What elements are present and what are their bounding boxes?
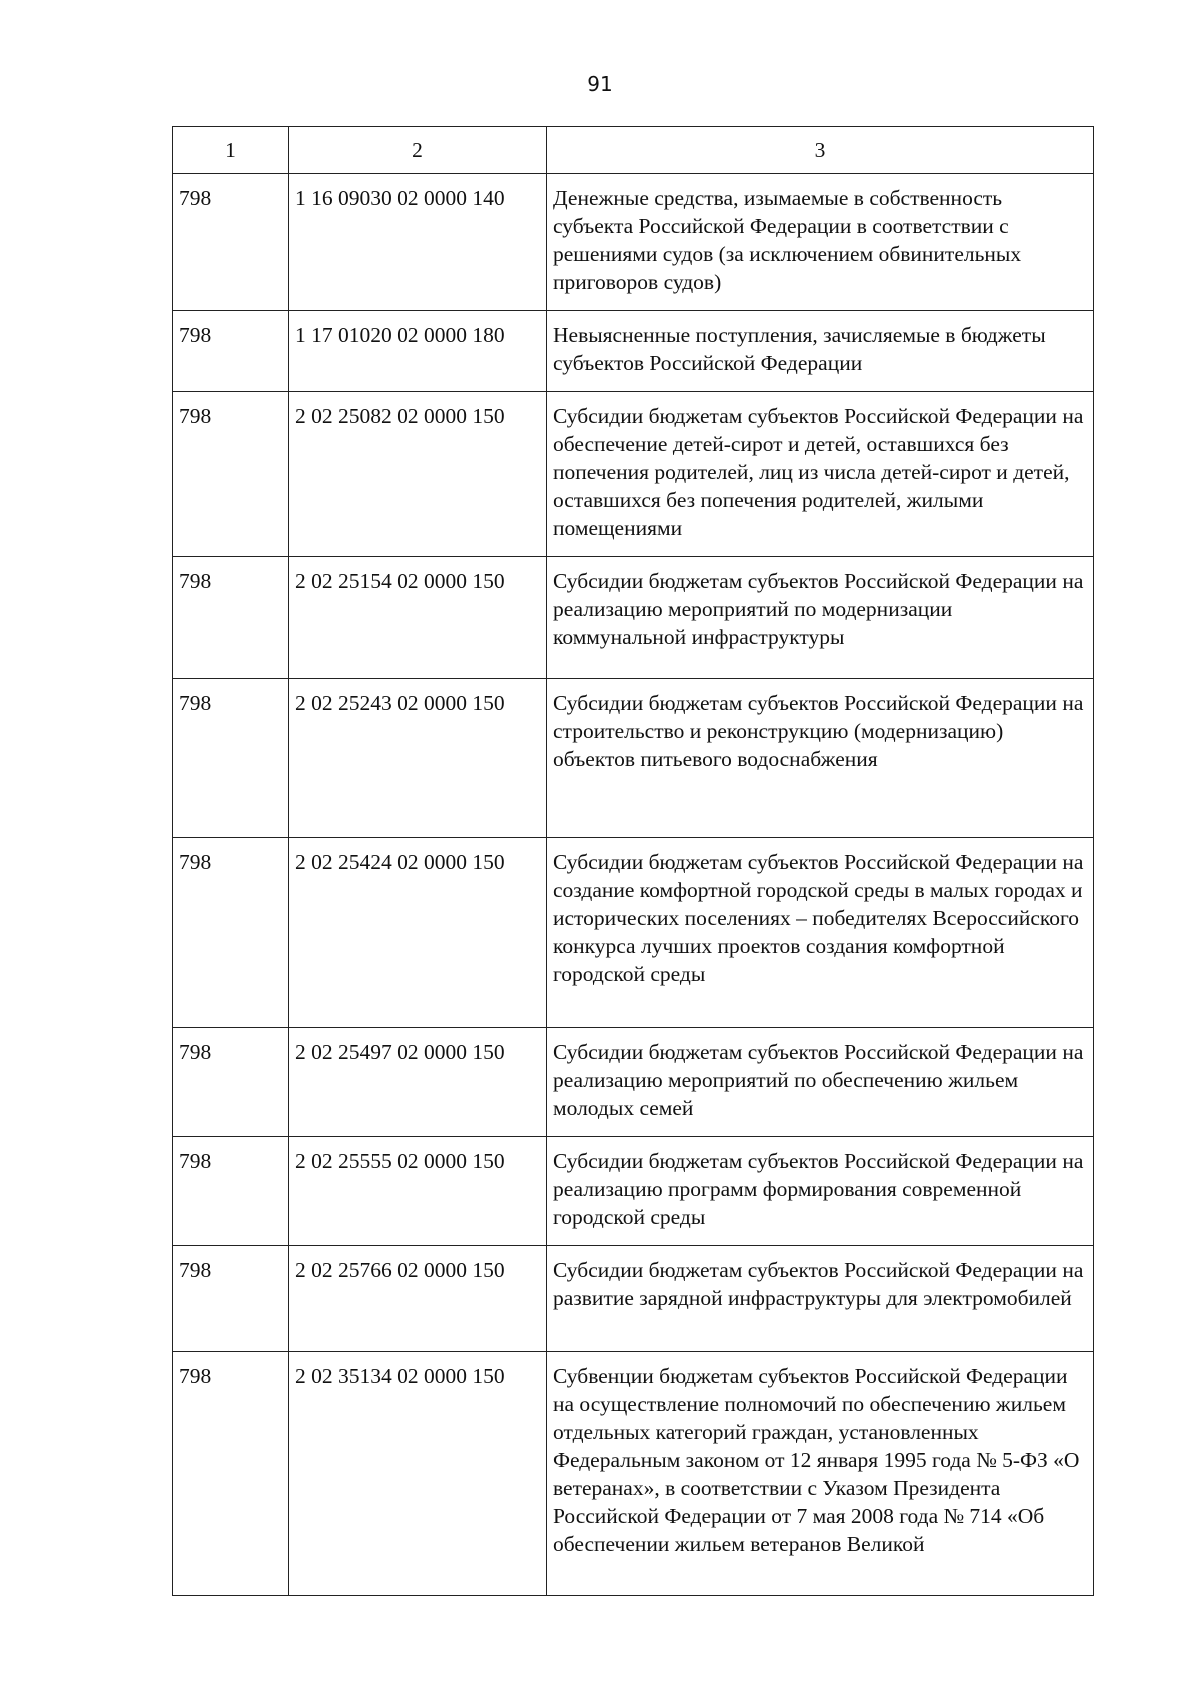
table-row bbox=[173, 838, 1094, 1028]
budget-code-cell: 1 16 09030 02 0000 140 bbox=[289, 174, 547, 311]
revenue-codes-table bbox=[172, 126, 1094, 1596]
budget-code-cell: 2 02 25424 02 0000 150 bbox=[289, 838, 547, 1028]
table-row bbox=[173, 1352, 1094, 1596]
revenue-name-cell: Субсидии бюджетам субъектов Российской Федерации на обеспечение детей-сирот и детей, оставшихся без попечения родителей, лиц из числа детей-сирот и детей, оставшихся без попечения родителей, жилыми помещениями bbox=[547, 392, 1094, 557]
budget-code-cell: 2 02 25555 02 0000 150 bbox=[289, 1137, 547, 1246]
table-row bbox=[173, 557, 1094, 679]
revenue-name-cell: Невыясненные поступления, зачисляемые в бюджеты субъектов Российской Федерации bbox=[547, 311, 1094, 392]
table-row bbox=[173, 1137, 1094, 1246]
admin-code-cell: 798 bbox=[173, 1246, 289, 1352]
revenue-name-cell: Денежные средства, изымаемые в собственность субъекта Российской Федерации в соответствии с решениями судов (за исключением обвинительных приговоров судов) bbox=[547, 174, 1094, 311]
column-header: 1 bbox=[173, 127, 289, 174]
revenue-name-cell: Субвенции бюджетам субъектов Российской Федерации на осуществление полномочий по обеспечению жильем отдельных категорий граждан, установленных Федеральным законом от 12 января 1995 года № 5-ФЗ «О ветеранах», в соответствии с Указом Президента Российской Федерации от 7 мая 2008 года № 714 «Об обеспечении жильем ветеранов Великой bbox=[547, 1352, 1094, 1596]
budget-code-cell: 2 02 25766 02 0000 150 bbox=[289, 1246, 547, 1352]
admin-code-cell: 798 bbox=[173, 679, 289, 838]
budget-code-cell: 2 02 25243 02 0000 150 bbox=[289, 679, 547, 838]
table-row bbox=[173, 1028, 1094, 1137]
revenue-name-cell: Субсидии бюджетам субъектов Российской Федерации на реализацию мероприятий по модернизации коммунальной инфраструктуры bbox=[547, 557, 1094, 679]
revenue-name-cell: Субсидии бюджетам субъектов Российской Федерации на реализацию мероприятий по обеспечению жильем молодых семей bbox=[547, 1028, 1094, 1137]
admin-code-cell: 798 bbox=[173, 557, 289, 679]
column-header: 2 bbox=[289, 127, 547, 174]
budget-code-cell: 2 02 25154 02 0000 150 bbox=[289, 557, 547, 679]
revenue-name-cell: Субсидии бюджетам субъектов Российской Федерации на реализацию программ формирования современной городской среды bbox=[547, 1137, 1094, 1246]
budget-code-cell: 2 02 35134 02 0000 150 bbox=[289, 1352, 547, 1596]
table-row bbox=[173, 392, 1094, 557]
admin-code-cell: 798 bbox=[173, 174, 289, 311]
admin-code-cell: 798 bbox=[173, 392, 289, 557]
revenue-name-cell: Субсидии бюджетам субъектов Российской Федерации на развитие зарядной инфраструктуры для электромобилей bbox=[547, 1246, 1094, 1352]
budget-code-cell: 2 02 25497 02 0000 150 bbox=[289, 1028, 547, 1137]
admin-code-cell: 798 bbox=[173, 1137, 289, 1246]
table-row bbox=[173, 174, 1094, 311]
page-number: 91 bbox=[587, 72, 613, 96]
admin-code-cell: 798 bbox=[173, 1028, 289, 1137]
budget-code-cell: 2 02 25082 02 0000 150 bbox=[289, 392, 547, 557]
table-row bbox=[173, 311, 1094, 392]
revenue-name-cell: Субсидии бюджетам субъектов Российской Федерации на создание комфортной городской среды в малых городах и исторических поселениях – победителях Всероссийского конкурса лучших проектов создания комфортной городской среды bbox=[547, 838, 1094, 1028]
column-header: 3 bbox=[547, 127, 1094, 174]
table-row bbox=[173, 679, 1094, 838]
admin-code-cell: 798 bbox=[173, 1352, 289, 1596]
admin-code-cell: 798 bbox=[173, 838, 289, 1028]
admin-code-cell: 798 bbox=[173, 311, 289, 392]
revenue-name-cell: Субсидии бюджетам субъектов Российской Федерации на строительство и реконструкцию (модернизацию) объектов питьевого водоснабжения bbox=[547, 679, 1094, 838]
table-header-row bbox=[173, 127, 1094, 174]
budget-code-cell: 1 17 01020 02 0000 180 bbox=[289, 311, 547, 392]
table-row bbox=[173, 1246, 1094, 1352]
